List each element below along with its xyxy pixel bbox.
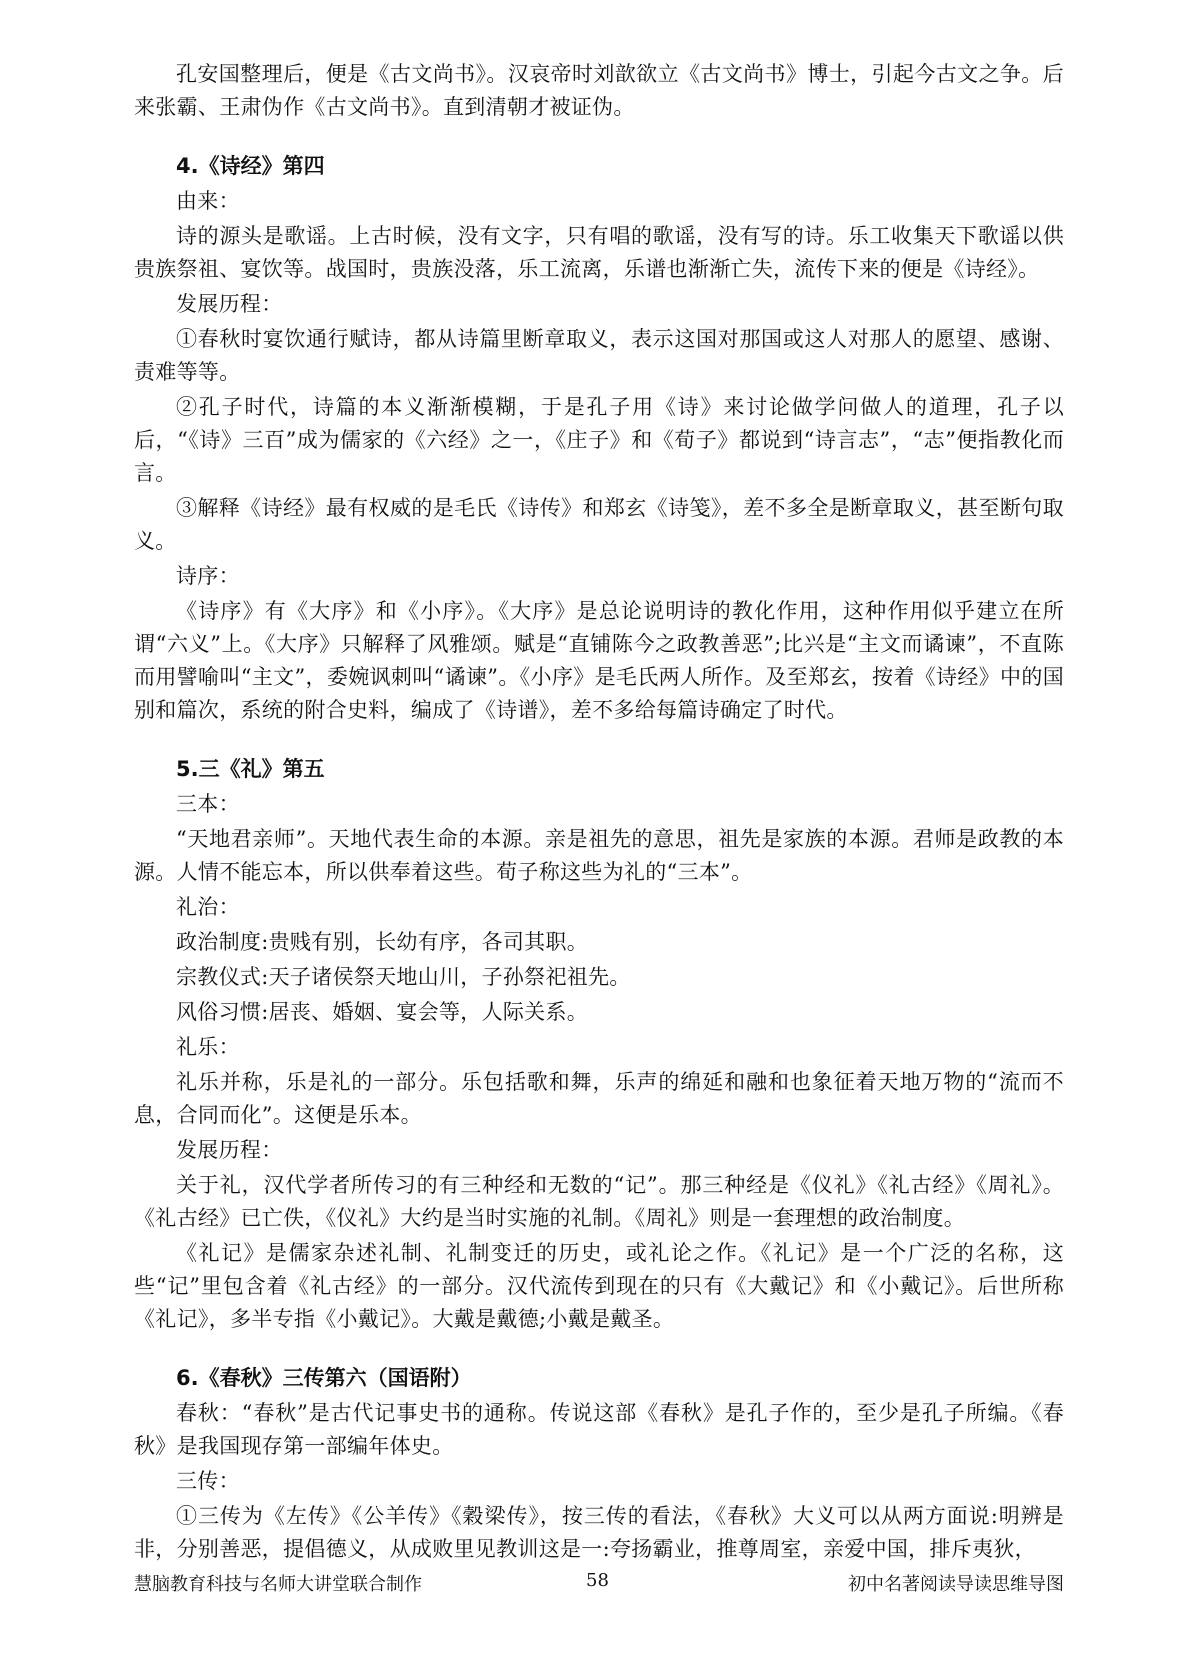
page-footer bbox=[134, 1570, 1064, 1600]
section-5-title: 5.三《礼》第五 bbox=[176, 757, 325, 781]
s4-dev-item-1: ①春秋时宴饮通行赋诗，都从诗篇里断章取义，表示这国对那国或这人对那人的愿望、感谢、责难等等。 bbox=[134, 327, 1064, 384]
s6-chunqiu-text: 春秋：“春秋”是古代记事史书的通称。传说这部《春秋》是孔子作的，至少是孔子所编。《春秋》是我国现存第一部编年体史。 bbox=[134, 1401, 1064, 1458]
s6-sanzhuan-label: 三传： bbox=[176, 1469, 240, 1493]
s5-liyue-label: 礼乐： bbox=[176, 1035, 240, 1059]
s4-origin-label: 由来： bbox=[176, 189, 240, 213]
s4-origin-text: 诗的源头是歌谣。上古时候，没有文字，只有唱的歌谣，没有写的诗。乐工收集天下歌谣以供贵族祭祖、宴饮等。战国时，贵族没落，乐工流离，乐谱也渐渐亡失，流传下来的便是《诗经》。 bbox=[134, 224, 1064, 281]
s5-liyue-text: 礼乐并称，乐是礼的一部分。乐包括歌和舞，乐声的绵延和融和也象征着天地万物的“流而不息，合同而化”。这便是乐本。 bbox=[134, 1070, 1064, 1127]
section-4-title: 4.《诗经》第四 bbox=[176, 154, 325, 178]
section-6-title: 6.《春秋》三传第六（国语附） bbox=[176, 1366, 472, 1390]
footer-series-title: 初中名著阅读导读思维导图 bbox=[848, 1574, 1064, 1595]
s5-lizhi-item-3: 风俗习惯:居丧、婚姻、宴会等，人际关系。 bbox=[176, 1000, 589, 1024]
s4-dev-item-3: ③解释《诗经》最有权威的是毛氏《诗传》和郑玄《诗笺》，差不多全是断章取义，甚至断句取义。 bbox=[134, 496, 1064, 553]
s4-dev-item-2: ②孔子时代，诗篇的本义渐渐模糊，于是孔子用《诗》来讨论做学问做人的道理，孔子以后，“《诗》三百”成为儒家的《六经》之一，《庄子》和《荀子》都说到“诗言志”，“志”便指教化而言。 bbox=[134, 395, 1064, 485]
s5-dev-item-1: 关于礼，汉代学者所传习的有三种经和无数的“记”。那三种经是《仪礼》《礼古经》《周礼》。《礼古经》已亡佚，《仪礼》大约是当时实施的礼制。《周礼》则是一套理想的政治制度。 bbox=[134, 1173, 1064, 1230]
page-number: 58 bbox=[586, 1570, 609, 1591]
footer-publisher: 慧脑教育科技与名师大讲堂联合制作 bbox=[134, 1574, 422, 1595]
s4-preface-label: 诗序： bbox=[176, 564, 240, 588]
s5-sanben-label: 三本： bbox=[176, 792, 240, 816]
intro-paragraph: 孔安国整理后，便是《古文尚书》。汉哀帝时刘歆欲立《古文尚书》博士，引起今古文之争。后来张霸、王肃伪作《古文尚书》。直到清朝才被证伪。 bbox=[134, 62, 1064, 119]
s5-sanben-text: “天地君亲师”。天地代表生命的本源。亲是祖先的意思，祖先是家族的本源。君师是政教的本源。人情不能忘本，所以供奉着这些。荀子称这些为礼的“三本”。 bbox=[134, 827, 1064, 884]
s5-lizhi-item-1: 政治制度:贵贱有别，长幼有序，各司其职。 bbox=[176, 930, 589, 954]
document-body bbox=[134, 58, 1064, 1568]
s4-dev-label: 发展历程： bbox=[176, 292, 283, 316]
s5-lizhi-item-2: 宗教仪式:天子诸侯祭天地山川，子孙祭祀祖先。 bbox=[176, 965, 631, 989]
s5-dev-label: 发展历程： bbox=[176, 1138, 283, 1162]
s5-dev-item-2: 《礼记》是儒家杂述礼制、礼制变迁的历史，或礼论之作。《礼记》是一个广泛的名称，这些“记”里包含着《礼古经》的一部分。汉代流传到现在的只有《大戴记》和《小戴记》。后世所称《礼记》，多半专指《小戴记》。大戴是戴德;小戴是戴圣。 bbox=[134, 1241, 1064, 1331]
s6-sanzhuan-item-1: ①三传为《左传》《公羊传》《穀梁传》，按三传的看法，《春秋》大义可以从两方面说:明辨是非，分别善恶，提倡德义，从成败里见教训这是一:夸扬霸业，推尊周室，亲爱中国，排斥夷狄， bbox=[134, 1504, 1064, 1561]
s5-lizhi-label: 礼治： bbox=[176, 895, 240, 919]
s4-preface-text: 《诗序》有《大序》和《小序》。《大序》是总论说明诗的教化作用，这种作用似乎建立在所谓“六义”上。《大序》只解释了风雅颂。赋是“直铺陈今之政教善恶”;比兴是“主文而谲谏”，不直陈而用譬喻叫“主文”，委婉讽刺叫“谲谏”。《小序》是毛氏两人所作。及至郑玄，按着《诗经》中的国别和篇次，系统的附合史料，编成了《诗谱》，差不多给每篇诗确定了时代。 bbox=[134, 599, 1064, 722]
